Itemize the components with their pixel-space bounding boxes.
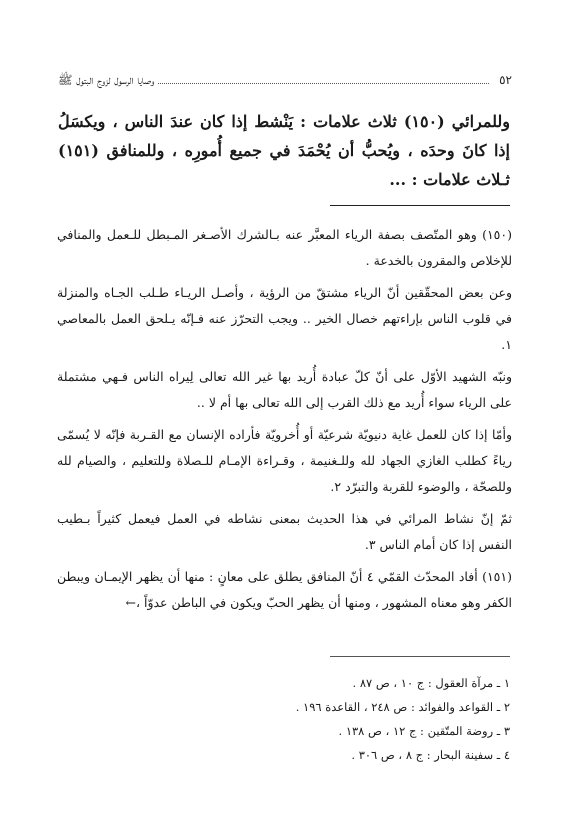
note-paragraph: ثمّ إنّ نشاط المرائي في هذا الحديث بمعنى نشاطه في العمل فيعمل كثيراً بـطيب النفس إذا كان أمام الناس ٣. [57, 511, 512, 552]
running-title: وصايا الرسول لزوج البتول ﷺ [58, 73, 155, 87]
footnote-references [180, 672, 510, 768]
main-text-separator [330, 205, 510, 206]
note-paragraph: وأمّا إذا كان للعمل غاية دنيويّة شرعيّة أو أُخرويّة فأراده الإنسان مع القـربة فإنّه لا يُسمّى رياءً كطلب الغازي الجهاد لله وللـغنيمة ، وقـراءة الإمـام للـصلاة وللتعليم ، والصيام لله وللصحّة ، والوضوء للقربة والتبرّد ٢. [57, 427, 512, 494]
note-paragraph: ونبّه الشهيد الأوّل على أنّ كلّ عبادة أُريد بها غير الله تعالى لِيراه الناس فـهي مشتملة على الرياء سواء أُريد مع ذلك القرب إلى الله تعالى بها أم لا .. [57, 369, 512, 410]
note-paragraph: (١٥١) أفاد المحدّث القمّي ٤ أنّ المنافق يطلق على معانٍ : منها أن يظهر الإيمـان ويبطن الكفر وهو معناه المشهور ، ومنها أن يظهر الحبّ ويكون في الباطن عدوّاً ،← [57, 569, 513, 610]
footnote-item: ١ ـ مرآة العقول : ج ١٠ ، ص ٨٧ . [352, 676, 510, 690]
page-number: ٥٢ [499, 73, 512, 87]
footnote-item: ٣ ـ روضة المتّقين : ج ١٢ ، ص ١٣٨ . [338, 724, 510, 738]
footnote-separator [330, 656, 510, 657]
running-header [58, 73, 512, 93]
commentary-notes [57, 222, 512, 622]
hadith-text: وللمرائي (١٥٠) ثلاث علامات : يَنْشط إذا كان عندَ الناس ، ويكسَلُ إذا كانَ وحدَه ، ويُحبُّ أن يُحْمَدَ في جميع أُمورِه ، وللمنافق (١٥١) ثـلاث علامات : ... [58, 112, 510, 189]
footnote-item: ٤ ـ سفينة البحار : ج ٨ ، ص ٣٠٦ . [351, 748, 510, 762]
footnote-item: ٢ ـ القواعد والفوائد : ص ٢٤٨ ، القاعدة ١٩٦ . [295, 700, 510, 714]
note-paragraph: (١٥٠) وهو المتّصف بصفة الرياء المعبَّر عنه بـالشرك الأصـغر المـبطل للـعمل والمنافي للإخلاص والمقرون بالخدعة . [57, 227, 512, 268]
header-dot-leader [158, 73, 489, 84]
note-paragraph: وعن بعض المحقّقين أنّ الرياء مشتقّ من الرؤية ، وأصـل الريـاء طـلب الجـاه والمنزلة في قلوب الناس بإراءتهم خصال الخير .. ويجب التحرّز عنه فـإنّه يـلحق العمل بالمعاصي ١. [57, 285, 512, 352]
